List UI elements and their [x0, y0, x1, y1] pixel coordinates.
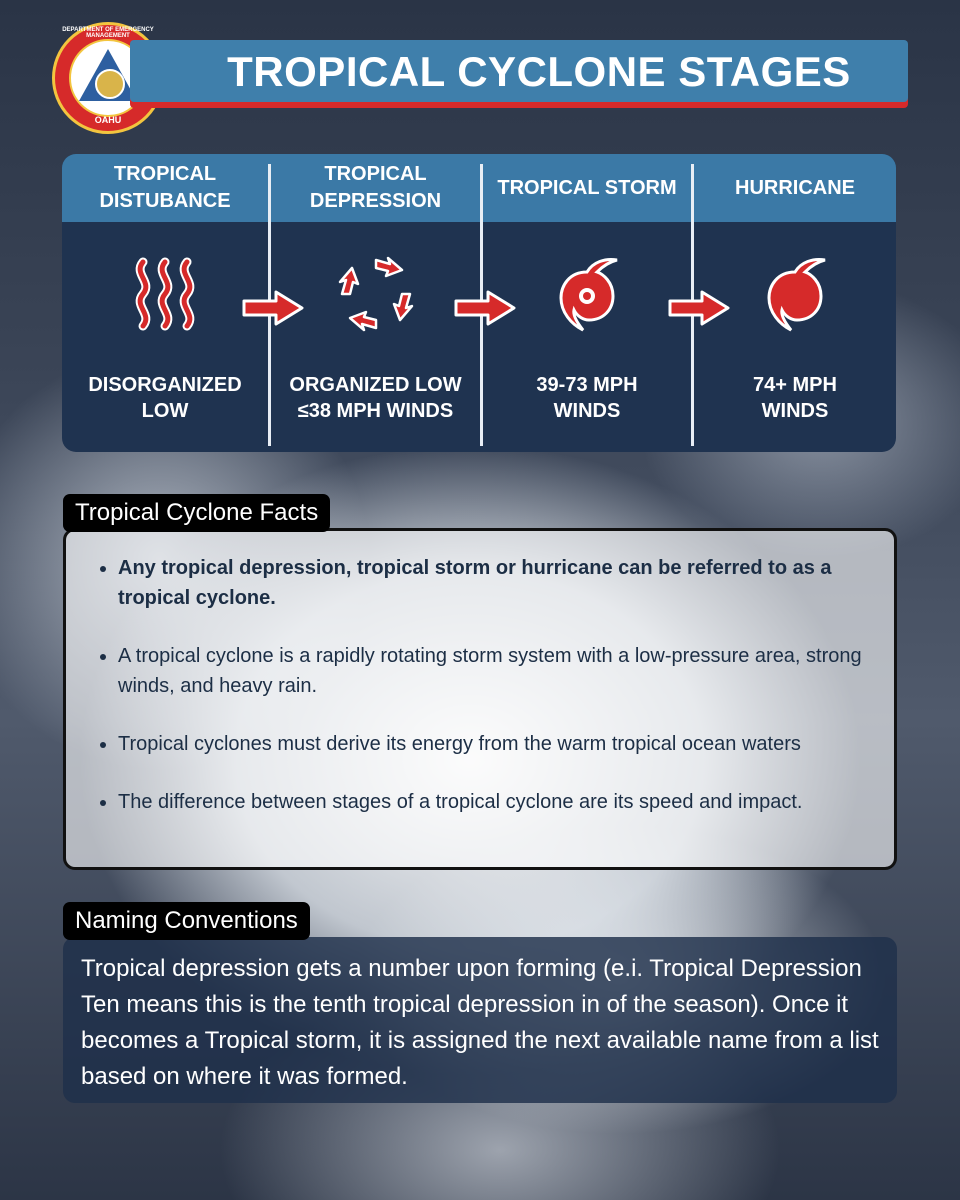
hurricane-symbol-icon [755, 254, 835, 334]
page-title: TROPICAL CYCLONE STAGES [227, 48, 851, 95]
stage-description: 74+ MPH WINDS [753, 374, 837, 422]
logo-top-text: DEPARTMENT OF EMERGENCY MANAGEMENT [62, 27, 154, 39]
facts-label: Tropical Cyclone Facts [63, 494, 330, 532]
fact-item: • Tropical cyclones must derive its energy from the warm tropical ocean waters [118, 729, 870, 759]
fact-item: • Any tropical depression, tropical storm or hurricane can be referred to as a tropical cyclone. [118, 553, 870, 613]
naming-box [63, 937, 897, 1103]
stage-description: 39-73 MPH WINDS [536, 374, 638, 422]
stage-description: ORGANIZED LOW ≤38 MPH WINDS [289, 374, 462, 422]
wavy-lines-icon [125, 254, 205, 334]
naming-text: Tropical depression gets a number upon forming (e.i. Tropical Depression Ten means this is the tenth tropical depression in of the season). Once it becomes a Tropical storm, it is assigned the next available name from a list based on where it was formed. [81, 955, 879, 1090]
logo-bottom-text: OAHU [94, 115, 122, 125]
stage-title: HURRICANE [735, 176, 855, 199]
stage-title: TROPICAL DISTUBANCE [99, 163, 231, 212]
fact-item: • The difference between stages of a tropical cyclone are its speed and impact. [118, 787, 870, 817]
circular-arrows-icon [336, 254, 416, 334]
stage-title: TROPICAL STORM [497, 176, 677, 199]
stage-tropical-disturbance [62, 154, 268, 452]
facts-list [66, 531, 894, 817]
header-banner [130, 40, 908, 102]
arrow-right-icon [666, 288, 732, 328]
storm-symbol-icon [547, 254, 627, 334]
fact-item: • A tropical cyclone is a rapidly rotating storm system with a low-pressure area, strong winds, and heavy rain. [118, 641, 870, 701]
arrow-right-icon [240, 288, 306, 328]
stage-title: TROPICAL DEPRESSION [309, 163, 442, 212]
logo-seal-icon [95, 69, 125, 99]
facts-box [63, 528, 897, 870]
naming-label: Naming Conventions [63, 902, 310, 940]
stages-panel [62, 154, 896, 452]
arrow-right-icon [452, 288, 518, 328]
stage-description: DISORGANIZED LOW [88, 374, 242, 422]
